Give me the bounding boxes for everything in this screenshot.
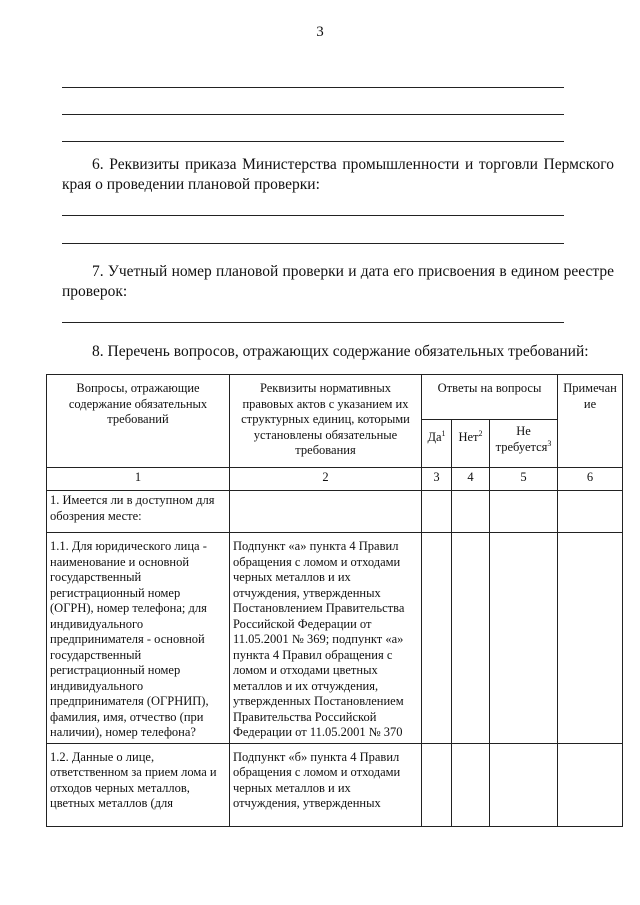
header-no-label: Нет xyxy=(458,430,479,444)
answer-not-required-cell[interactable] xyxy=(490,533,558,744)
header-answers: Ответы на вопросы xyxy=(422,375,558,420)
blank-fill-line xyxy=(62,215,564,216)
requisites-cell: Подпункт «а» пункта 4 Правил обращения с ломом и отходами черных металлов и их отчуждения, утвержденных Постановлением Правительства Российской Федерации от 11.05.2001 № 369; подпункт «а» пункта 4 Правил обращения с ломом и отходами цветных металлов и их отчуждения, утвержденных Постановлением Правительства Российской Федерации от 11.05.2001 № 370 xyxy=(230,533,422,744)
blank-fill-line xyxy=(62,243,564,244)
header-not-required xyxy=(490,420,558,468)
blank-fill-line xyxy=(62,141,564,142)
header-yes-label: Да xyxy=(427,430,442,444)
requisites-cell xyxy=(230,491,422,533)
question-cell: 1. Имеется ли в доступном для обозрения месте: xyxy=(47,491,230,533)
column-number: 6 xyxy=(558,468,623,491)
answer-not-required-cell[interactable] xyxy=(490,743,558,826)
header-questions: Вопросы, отражающие содержание обязательных требований xyxy=(47,375,230,468)
header-not-required-label: Не требуется xyxy=(495,424,548,454)
section-8-heading: 8. Перечень вопросов, отражающих содержание обязательных требований: xyxy=(92,343,589,360)
requirements-table xyxy=(46,374,623,827)
header-yes xyxy=(422,420,452,468)
section-6-text: 6. Реквизиты приказа Министерства промышленности и торговли Пермского края о проведении плановой проверки: xyxy=(62,156,614,193)
column-number: 2 xyxy=(230,468,422,491)
column-number: 5 xyxy=(490,468,558,491)
column-number: 1 xyxy=(47,468,230,491)
answer-yes-cell[interactable] xyxy=(422,743,452,826)
question-cell: 1.2. Данные о лице, ответственном за прием лома и отходов черных металлов, цветных металлов (для xyxy=(47,743,230,826)
table-row xyxy=(47,491,623,533)
answer-not-required-cell[interactable] xyxy=(490,491,558,533)
question-cell: 1.1. Для юридического лица - наименование и основной государственный регистрационный номер (ОГРН), номер телефона; для индивидуального предпринимателя - основной государственный регистрационный номер индивидуального предпринимателя (ОГРНИП), фамилия, имя, отчество (при наличии), номер телефона? xyxy=(47,533,230,744)
header-notes: Примечание xyxy=(558,375,623,468)
page-number: 3 xyxy=(316,24,324,40)
note-cell[interactable] xyxy=(558,533,623,744)
footnote-mark: 2 xyxy=(478,428,483,438)
header-no xyxy=(452,420,490,468)
column-number: 3 xyxy=(422,468,452,491)
table-header-row xyxy=(47,375,623,420)
column-number-row xyxy=(47,468,623,491)
answer-yes-cell[interactable] xyxy=(422,491,452,533)
answer-no-cell[interactable] xyxy=(452,533,490,744)
blank-fill-line xyxy=(62,114,564,115)
answer-no-cell[interactable] xyxy=(452,491,490,533)
blank-fill-line xyxy=(62,87,564,88)
note-cell[interactable] xyxy=(558,491,623,533)
note-cell[interactable] xyxy=(558,743,623,826)
answer-no-cell[interactable] xyxy=(452,743,490,826)
answer-yes-cell[interactable] xyxy=(422,533,452,744)
footnote-mark: 1 xyxy=(441,428,446,438)
table-row xyxy=(47,533,623,744)
table-row xyxy=(47,743,623,826)
footnote-mark: 3 xyxy=(547,438,552,448)
header-requisites: Реквизиты нормативных правовых актов с указанием их структурных единиц, которыми установлены обязательные требования xyxy=(230,375,422,468)
blank-fill-line xyxy=(62,322,564,323)
column-number: 4 xyxy=(452,468,490,491)
requisites-cell: Подпункт «б» пункта 4 Правил обращения с ломом и отходами черных металлов и их отчуждения, утвержденных xyxy=(230,743,422,826)
section-7-text: 7. Учетный номер плановой проверки и дата его присвоения в едином реестре проверок: xyxy=(62,263,614,300)
